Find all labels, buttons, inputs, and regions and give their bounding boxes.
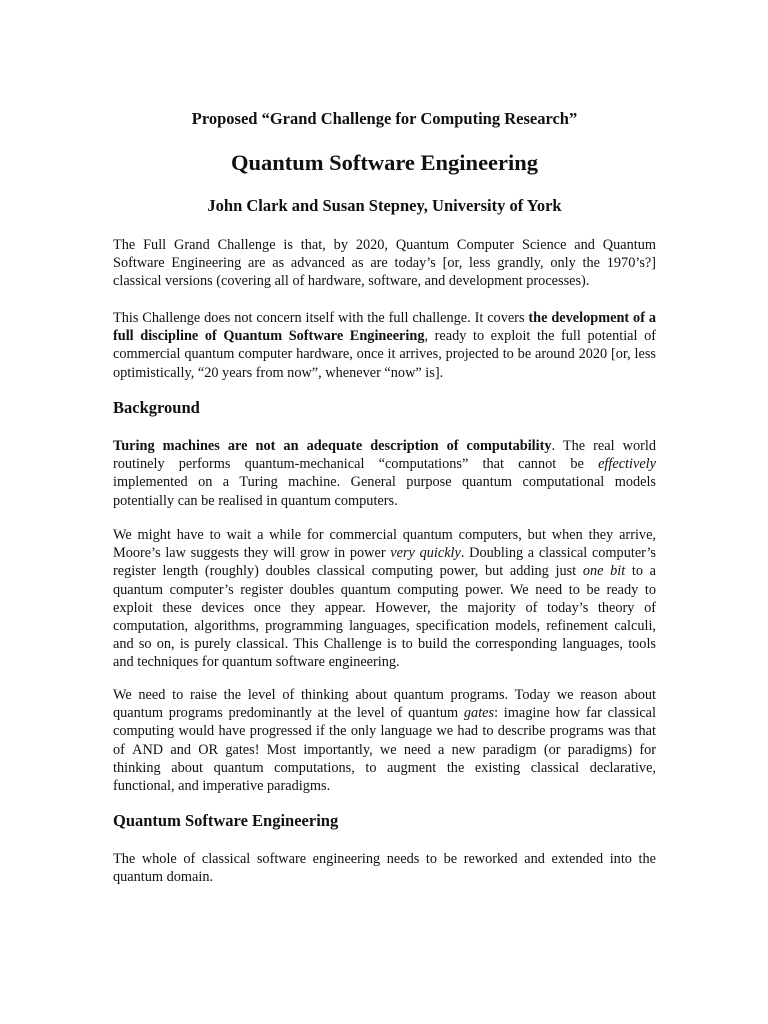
intro-p2-start: This Challenge does not concern itself with the full challenge. It covers bbox=[113, 310, 529, 326]
page-title: Quantum Software Engineering bbox=[230, 150, 539, 175]
intro-paragraph-2 bbox=[113, 309, 656, 382]
bg-p2-start: We might have to wait a while for commercial quantum computers, but when they arrive, Moore’s law suggests they will grow in power bbox=[113, 527, 656, 562]
authors-line: John Clark and Susan Stepney, University of York bbox=[207, 196, 562, 215]
background-paragraph-1 bbox=[113, 437, 656, 510]
bg-p3-end: gates! Most importantly, we need a new paradigm (or paradigms) for thinking about quantum computations, to augment the existing classical declarative, functional, and imperative paradigms. bbox=[113, 741, 656, 795]
intro-p2-bold: the development of a full discipline of Quantum Software Engineering bbox=[113, 310, 656, 345]
intro-p2-end: , ready to exploit the full potential of commercial quantum computer hardware, once it arrives, projected to be around 2020 [or, less optimistically, “20 years from now”, whenever “now” is]. bbox=[113, 328, 656, 381]
bg-p1-bold: Turing machines are not an adequate description of computability bbox=[113, 438, 552, 454]
bg-p3-italic: gates bbox=[463, 705, 495, 722]
bg-p3-or: OR bbox=[198, 741, 219, 758]
bg-p1-mid: . The real world routinely performs quantum-mechanical “computations” that cannot be bbox=[113, 438, 656, 473]
background-paragraph-3 bbox=[113, 686, 656, 795]
proposal-line: Proposed “Grand Challenge for Computing Research” bbox=[191, 109, 578, 128]
bg-p2-italic-1: very quickly bbox=[390, 545, 461, 562]
bg-p3-mid-2: and bbox=[163, 741, 199, 758]
bg-p3-and: AND bbox=[132, 741, 164, 758]
background-paragraph-2 bbox=[113, 526, 656, 672]
intro-paragraph-1: The Full Grand Challenge is that, by 2020, Quantum Computer Science and Quantum Software Engineering are as advanced as are today’s [or, less grandly, only the 1970’s?] classical versions (covering all of hardware, software, and development processes). bbox=[113, 237, 656, 290]
bg-p3-mid-1: : imagine how far classical computing would have progressed if the only language we had to describe programs was that of bbox=[113, 705, 656, 758]
bg-p2-italic-2: one bit bbox=[582, 563, 626, 580]
bg-p2-mid: . Doubling a classical computer’s register length (roughly) doubles classical computing power, but adding just bbox=[113, 545, 656, 580]
bg-p2-end: to a quantum computer’s register doubles quantum computing power. We need to be ready to exploit these devices once they appear. However, the majority of today’s theory of computation, algorithms, programming languages, specification models, refinement calculi, and so on, is purely classical. This Challenge is to build the corresponding languages, tools and techniques for quantum software engineering. bbox=[113, 563, 657, 671]
qse-paragraph-1: The whole of classical software engineering needs to be reworked and extended into the quantum domain. bbox=[113, 851, 656, 886]
bg-p3-start: We need to raise the level of thinking about quantum programs. Today we reason about quantum programs predominantly at the level of quantum bbox=[113, 687, 656, 722]
bg-p1-end: implemented on a Turing machine. General purpose quantum computational models potentially can be realised in quantum computers. bbox=[113, 474, 656, 509]
bg-p1-italic: effectively bbox=[598, 456, 656, 473]
section-heading-qse: Quantum Software Engineering bbox=[113, 811, 339, 830]
section-heading-background: Background bbox=[113, 398, 200, 417]
